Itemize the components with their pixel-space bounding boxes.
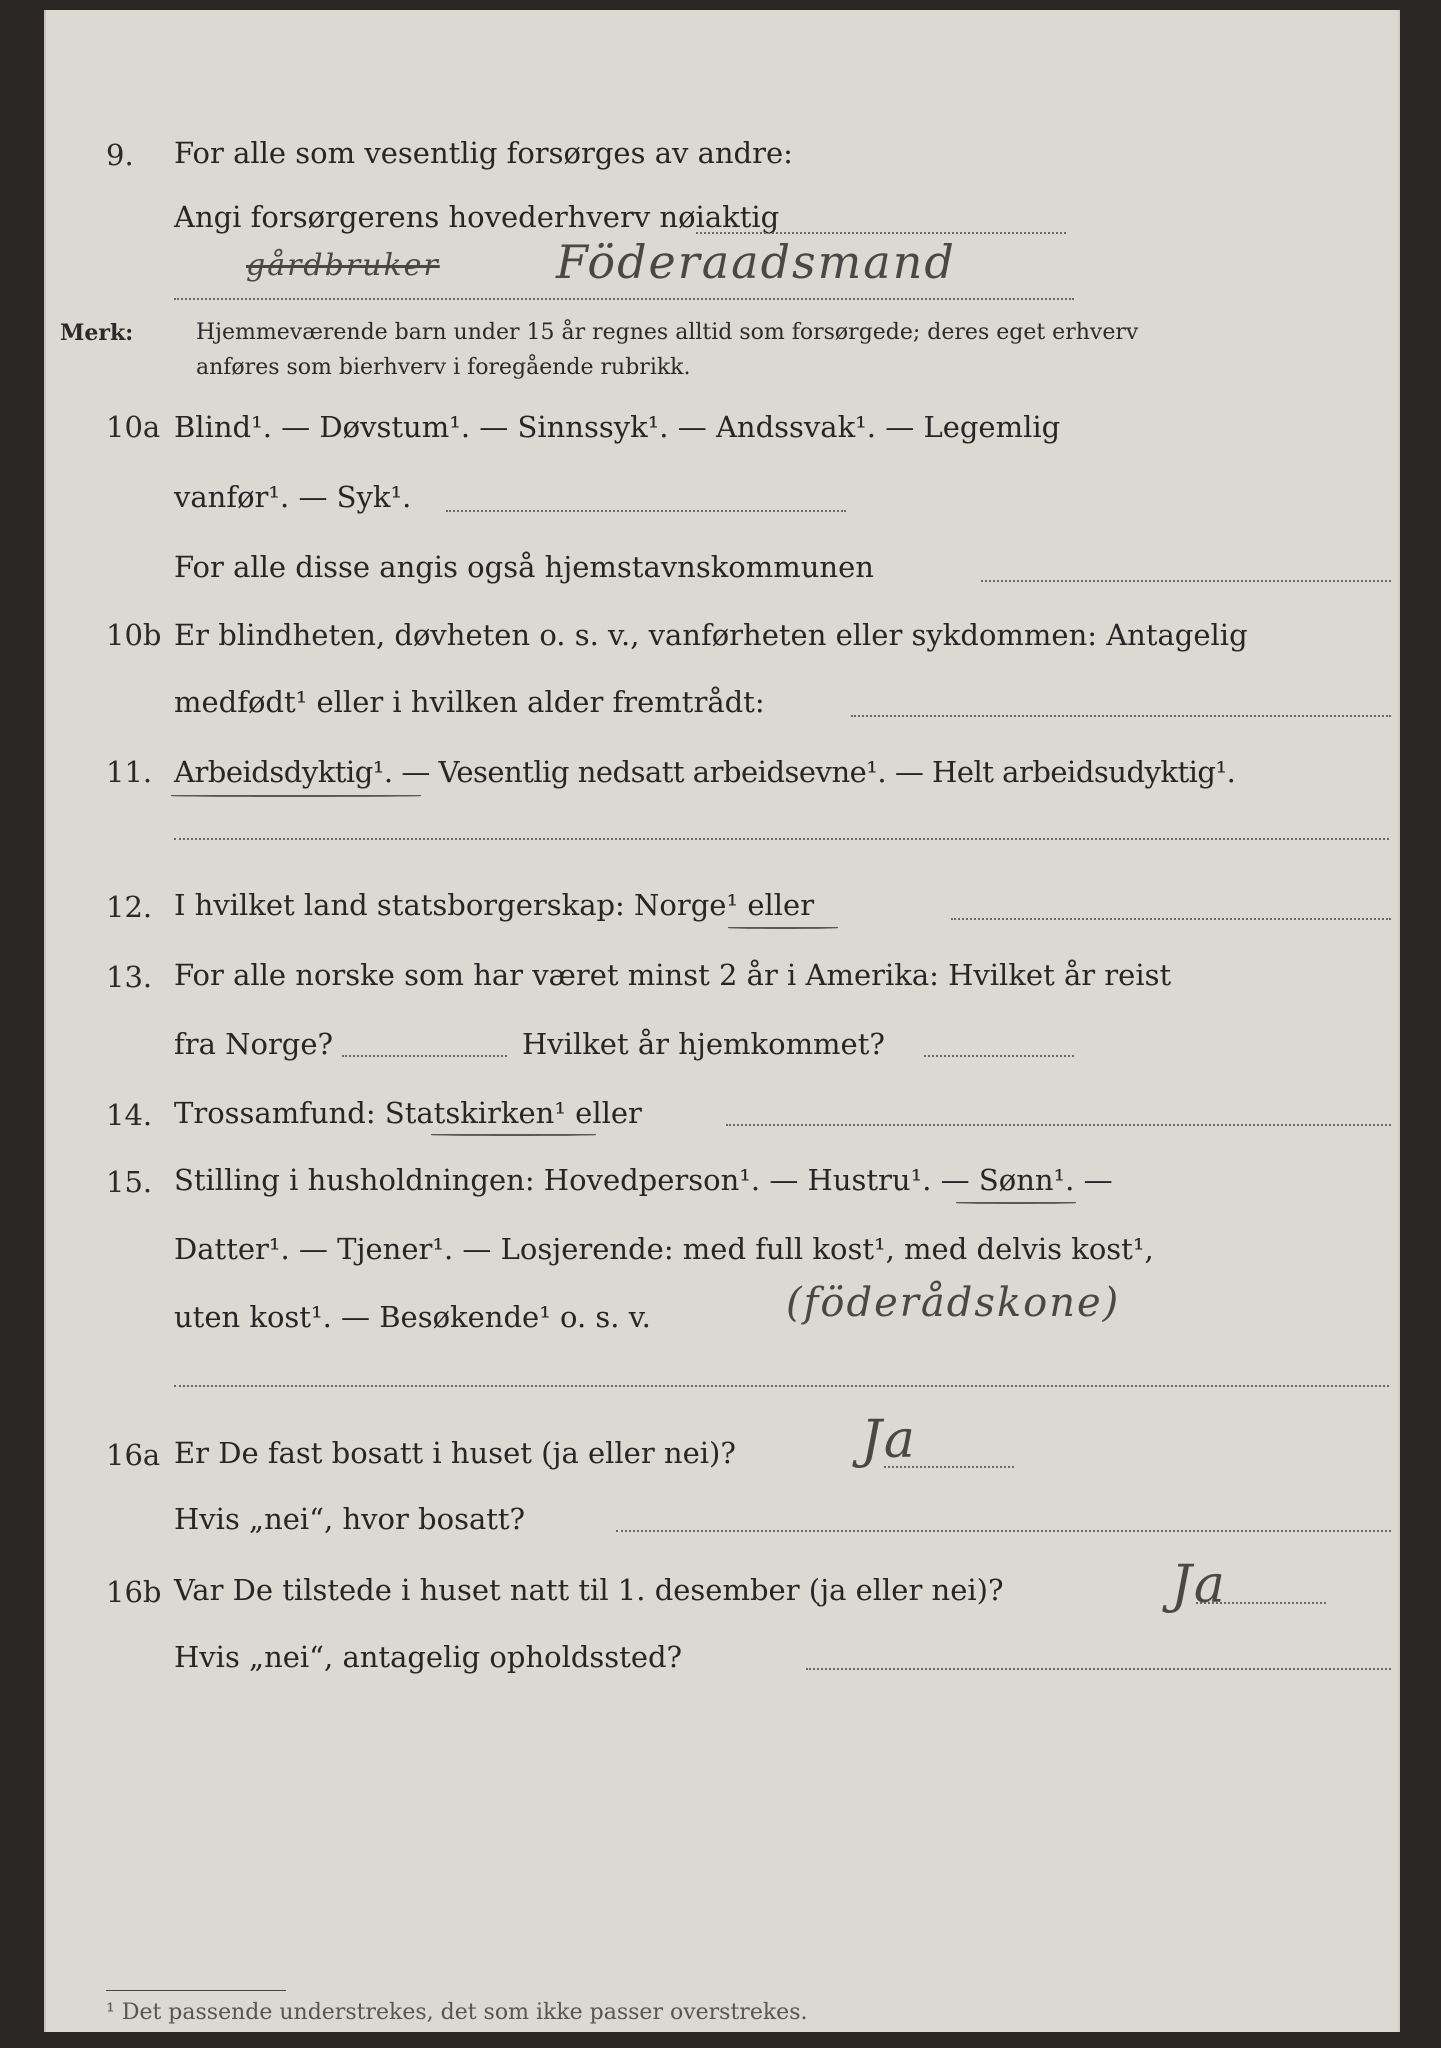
q10b-line2: medfødt¹ eller i hvilken alder fremtrådt: (174, 685, 765, 719)
q16b-dotted-line (1196, 1602, 1326, 1604)
q16b-dotted-line-2 (806, 1668, 1391, 1670)
q11-line1: Arbeidsdyktig¹. — Vesentlig nedsatt arbeidsevne¹. — Helt arbeidsudyktig¹. (174, 755, 1236, 789)
q15-line1: Stilling i husholdningen: Hovedperson¹. — Hustru¹. — Sønn¹. — (174, 1163, 1113, 1197)
q16a-dotted-line-2 (616, 1530, 1391, 1532)
q12-number: 12. (106, 890, 153, 924)
q10a-line1: Blind¹. — Døvstum¹. — Sinnssyk¹. — Andssvak¹. — Legemlig (174, 410, 1061, 444)
merk-label: Merk: (60, 320, 134, 346)
q16b-line1: Var De tilstede i huset natt til 1. desember (ja eller nei)? (174, 1573, 1004, 1607)
q13-line2a: fra Norge? (174, 1027, 334, 1061)
q15-answer: (föderådskone) (786, 1280, 1121, 1326)
q16b-line2: Hvis „nei“, antagelig opholdssted? (174, 1640, 683, 1674)
q13-dotted-line-b (924, 1055, 1074, 1057)
q10b-dotted-line (851, 715, 1391, 717)
q11-underline-mark (171, 795, 421, 797)
q9-answer: Föderaadsmand (556, 235, 956, 289)
q16b-number: 16b (106, 1575, 162, 1609)
q10a-line3: For alle disse angis også hjemstavnskommunen (174, 550, 874, 584)
q14-underline-mark (431, 1134, 596, 1136)
q12-underline-mark (728, 927, 838, 929)
q15-line3: uten kost¹. — Besøkende¹ o. s. v. (174, 1300, 651, 1334)
merk-line1: Hjemmeværende barn under 15 år regnes alltid som forsørgede; deres eget erhverv (196, 320, 1139, 345)
q12-line1: I hvilket land statsborgerskap: Norge¹ eller (174, 888, 815, 922)
census-form-page (44, 10, 1400, 2032)
merk-line2: anføres som bierhverv i foregående rubrikk. (196, 355, 691, 380)
q16b-answer: Ja (1171, 1555, 1227, 1615)
q10b-line1: Er blindheten, døvheten o. s. v., vanførheten eller sykdommen: Antagelig (174, 618, 1248, 652)
q14-line1: Trossamfund: Statskirken¹ eller (174, 1096, 642, 1130)
q13-dotted-line-a (342, 1055, 507, 1057)
q11-dotted-line (174, 838, 1389, 840)
q10a-number: 10a (106, 410, 161, 444)
q15-line2: Datter¹. — Tjener¹. — Losjerende: med full kost¹, med delvis kost¹, (174, 1232, 1154, 1266)
q16a-number: 16a (106, 1438, 161, 1472)
q9-crossed-answer: gårdbruker (246, 248, 440, 283)
q14-number: 14. (106, 1098, 153, 1132)
q15-underline-mark (956, 1202, 1076, 1204)
footnote-rule (106, 1990, 286, 1991)
q9-dotted-line-2 (174, 298, 1074, 300)
q15-dotted-line (174, 1385, 1389, 1387)
q12-dotted-line (951, 918, 1391, 920)
q15-number: 15. (106, 1165, 153, 1199)
q9-line1: For alle som vesentlig forsørges av andre: (174, 136, 793, 170)
q9-line2: Angi forsørgerens hovederhverv nøiaktig (174, 200, 780, 234)
q10a-dotted-line (446, 510, 846, 512)
q16a-line2: Hvis „nei“, hvor bosatt? (174, 1502, 526, 1536)
q9-number: 9. (106, 138, 134, 172)
q11-number: 11. (106, 755, 153, 789)
q16a-dotted-line (884, 1466, 1014, 1468)
q13-number: 13. (106, 960, 153, 994)
footnote-text: ¹ Det passende understrekes, det som ikke passer overstrekes. (106, 2000, 808, 2025)
q10a-dotted-line-2 (981, 580, 1391, 582)
q16a-line1: Er De fast bosatt i huset (ja eller nei)? (174, 1436, 736, 1470)
q10a-line2: vanfør¹. — Syk¹. (174, 480, 412, 514)
q13-line1: For alle norske som har været minst 2 år i Amerika: Hvilket år reist (174, 958, 1172, 992)
q13-line2b: Hvilket år hjemkommet? (522, 1027, 885, 1061)
q9-dotted-line (696, 232, 1066, 234)
q16a-answer: Ja (861, 1410, 917, 1470)
q10b-number: 10b (106, 618, 162, 652)
q14-dotted-line (726, 1124, 1391, 1126)
